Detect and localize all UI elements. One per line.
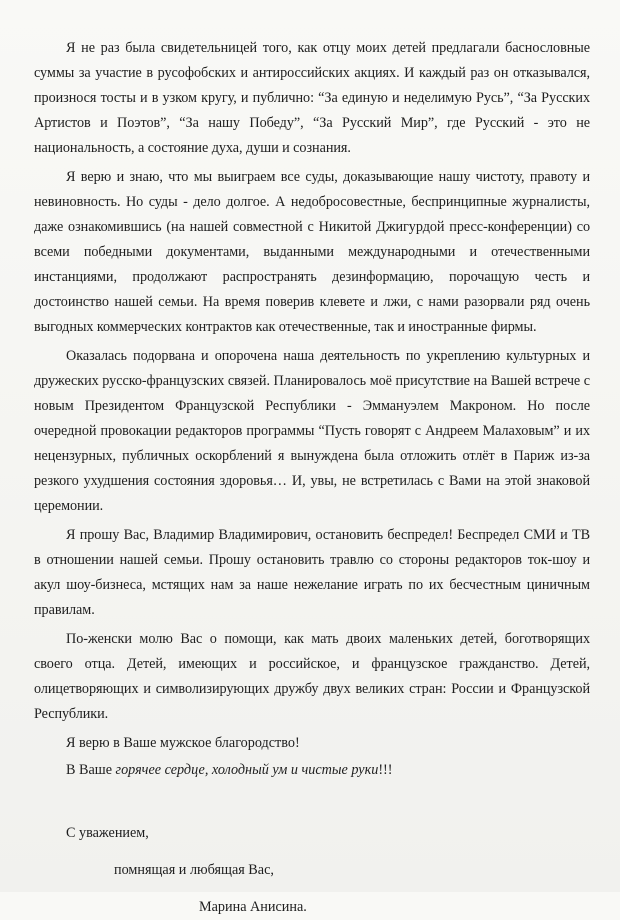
signature-phrase: помнящая и любящая Вас, [114,862,274,878]
letter-body [34,36,590,727]
closing-line-2 [34,758,590,783]
closing-block [34,731,590,783]
paragraph-2: Я верю и знаю, что мы выиграем все суды, доказывающие нашу чистоту, правоту и невиновность. Но суды - дело долгое. А недобросовестные, беспринципные журналисты, даже ознакомившись (на нашей совместной с Никитой Джигурдой пресс-конференции) со всеми победными документами, выданными международными и отечественными инстанциями, продолжают распространять дезинформацию, порочащую честь и достоинство нашей семьи. На время поверив клевете и лжи, с нами разорвали ряд очень выгодных коммерческих контрактов как отечественные, так и иностранные фирмы. [34,169,590,335]
closing-line-1: Я верю в Ваше мужское благородство! [66,735,300,751]
signature-block [34,821,590,920]
paragraph-3: Оказалась подорвана и опорочена наша деятельность по укреплению культурных и дружеских русско-французских связей. Планировалось моё присутствие на Вашей встрече с новым Президентом Французской Республики - Эммануэлем Макроном. Но после очередной провокации редакторов программы “Пусть говорят с Андреем Малаховым” и их нецензурных, публичных оскорблений я вынуждена была отложить отлёт в Париж из-за резкого ухудшения состояния здоровья… И, увы, не встретилась с Вами на этой знаковой церемонии. [34,348,590,514]
closing-suffix: !!! [378,762,393,778]
closing-italic-phrase: горячее сердце, холодный ум и чистые руки [115,762,379,778]
signature-greeting: С уважением, [66,825,149,841]
signature-name: Марина Анисина. [199,899,307,915]
paragraph-5: По-женски молю Вас о помощи, как мать двоих маленьких детей, боготворящих своего отца. Детей, имеющих и российское, и французское гражданство. Детей, олицетворяющих и символизирующих дружбу двух великих стран: России и Французской Республики. [34,631,590,722]
closing-prefix: В Ваше [66,762,116,778]
paragraph-4: Я прошу Вас, Владимир Владимирович, остановить беспредел! Беспредел СМИ и ТВ в отношении нашей семьи. Прошу остановить травлю со стороны редакторов ток-шоу и акул шоу-бизнеса, мстящих нам за наше нежелание играть по их бесчестным циничным правилам. [34,527,590,618]
paragraph-1: Я не раз была свидетельницей того, как отцу моих детей предлагали баснословные суммы за участие в русофобских и антироссийских акциях. И каждый раз он отказывался, произнося тосты и в узком кругу, и публично: “За единую и неделимую Русь”, “За Русских Артистов и Поэтов”, “За нашу Победу”, “За Русский Мир”, где Русский - это не национальность, а состояние духа, души и сознания. [34,40,590,156]
